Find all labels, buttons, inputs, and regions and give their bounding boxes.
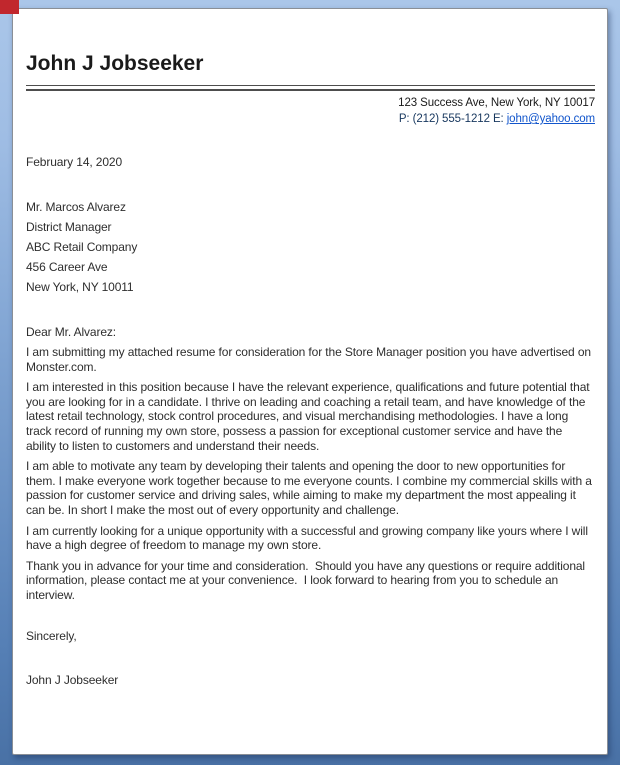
recipient-company: ABC Retail Company xyxy=(26,240,138,254)
recipient-name: Mr. Marcos Alvarez xyxy=(26,200,126,214)
paragraph-intro: I am submitting my attached resume for consideration for the Store Manager position you have advertised on Monster.com. xyxy=(26,345,595,374)
paragraph-motivation: I am able to motivate any team by developing their talents and opening the door to new opportunities for them. I make everyone work together because to me everyone counts. I combine my commercial skills with a passion for customer service and driving sales, while aiming to make my department the most appealing it can be. In short I make the most out of every opportunity and challenge. xyxy=(26,459,595,517)
paragraph-opportunity: I am currently looking for a unique opportunity with a successful and growing company like yours where I will have a high degree of freedom to manage my own store. xyxy=(26,523,592,553)
salutation: Dear Mr. Alvarez: xyxy=(26,325,116,339)
paragraph-thankyou: Thank you in advance for your time and consideration. Should you have any questions or require additional information, please contact me at your convenience. I look forward to hearing from you to schedule an interview. xyxy=(26,558,589,602)
red-corner-marker xyxy=(0,0,19,14)
paragraph-experience: I am interested in this position because I have the relevant experience, qualifications and future potential that you are looking for in a candidate. I thrive on leading and coaching a retail team, and have knowledge of the latest retail technology, stock control procedures, and visual merchandising methodologies. I have a long track record of running my own store, possess a passion for exceptional customer service and have the ability to listen to customers and understand their needs. xyxy=(26,380,593,453)
closing-line: Sincerely, xyxy=(26,628,77,643)
recipient-city: New York, NY 10011 xyxy=(26,280,134,294)
header-divider-rule xyxy=(26,85,595,91)
sender-phone-label: P: (212) 555-1212 E: xyxy=(398,113,507,125)
sender-contact-block xyxy=(26,95,595,127)
recipient-title: District Manager xyxy=(26,220,112,234)
sender-name-heading: John J Jobseeker xyxy=(26,52,204,75)
recipient-block xyxy=(26,197,595,297)
sender-address-line: 123 Success Ave, New York, NY 10017 xyxy=(398,97,595,109)
sender-phone-email-line xyxy=(26,111,595,127)
email-link[interactable]: john@yahoo.com xyxy=(506,113,595,125)
letter-date: February 14, 2020 xyxy=(26,155,123,169)
letter-page xyxy=(12,8,608,755)
recipient-street: 456 Career Ave xyxy=(26,260,108,274)
signature-name: John J Jobseeker xyxy=(26,672,119,687)
